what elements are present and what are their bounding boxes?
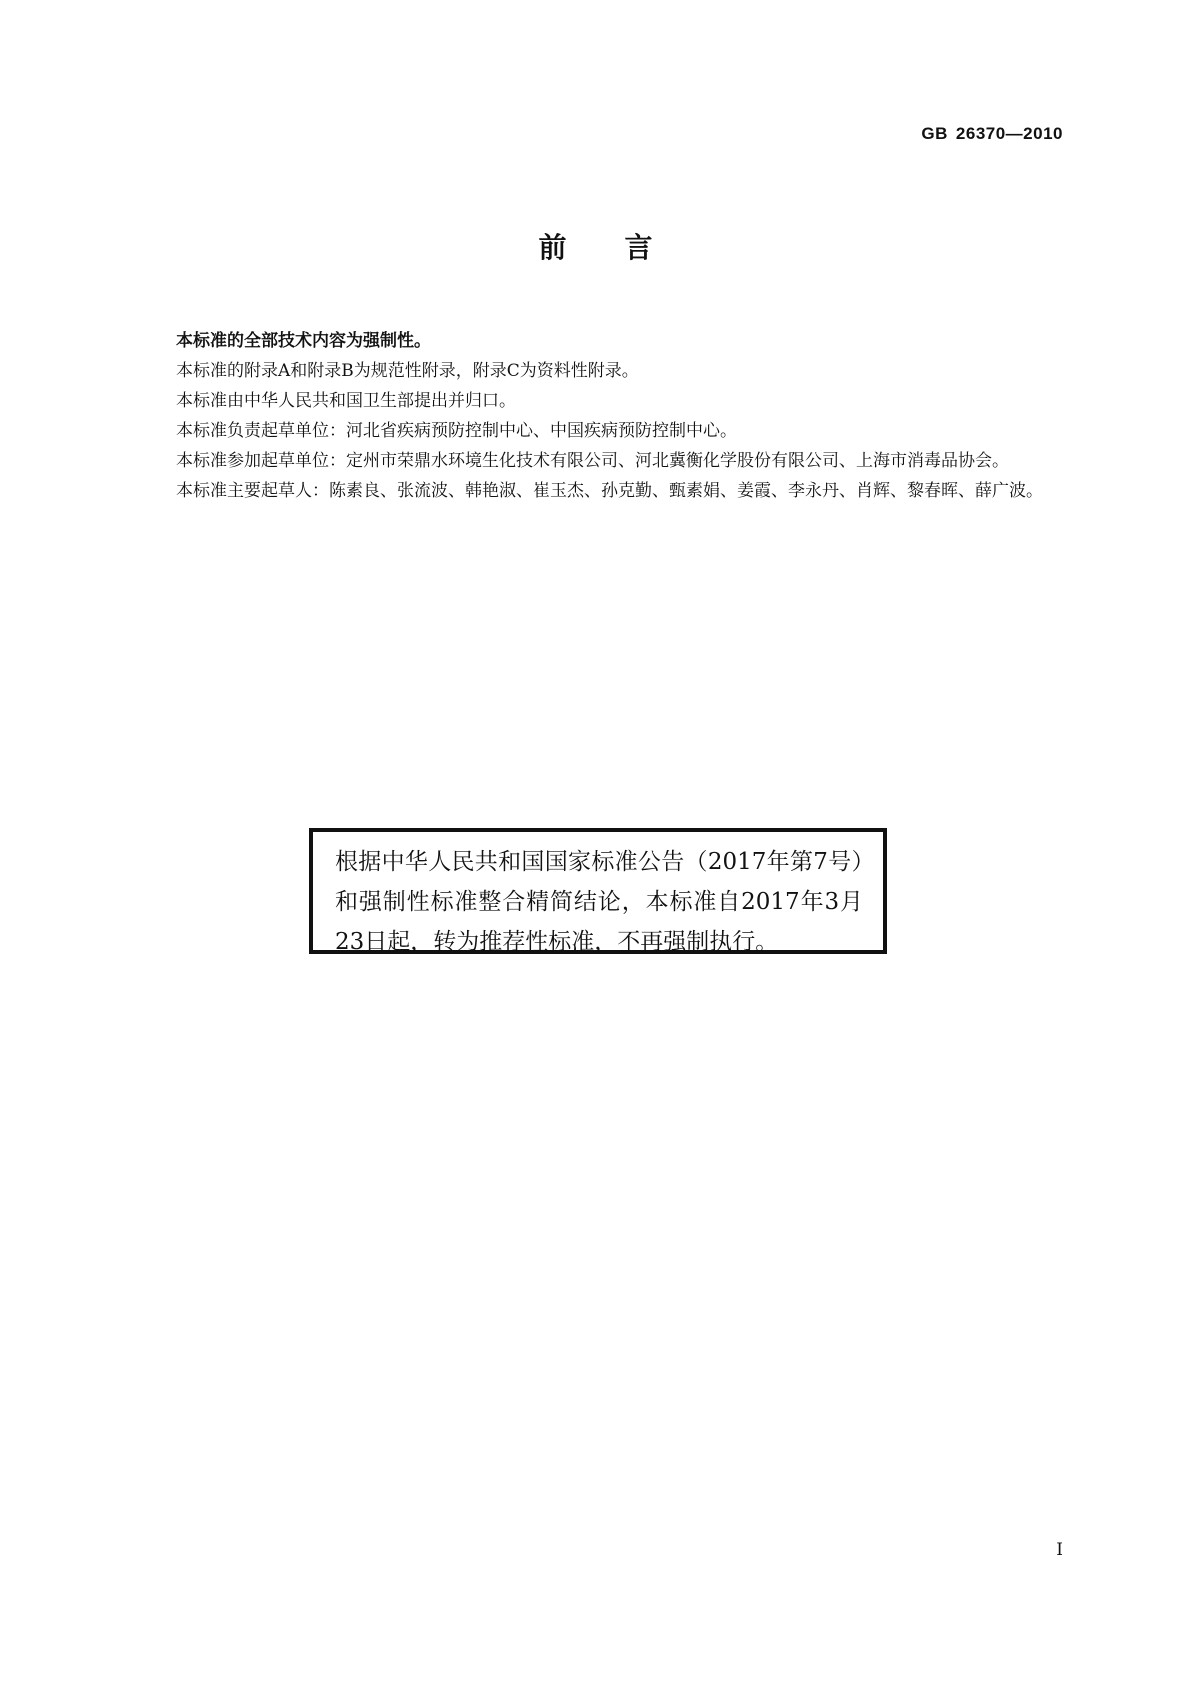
lead-drafting-units: 本标准负责起草单位：河北省疾病预防控制中心、中国疾病预防控制中心。 (176, 421, 737, 441)
standard-prefix: GB (921, 124, 948, 143)
standard-number: 26370—2010 (955, 124, 1063, 143)
conversion-notice-text: 根据中华人民共和国国家标准公告（2017年第7号）和强制性标准整合精简结论，本标准自2017年3月23日起，转为推荐性标准，不再强制执行。 (335, 849, 863, 955)
proposer-statement: 本标准由中华人民共和国卫生部提出并归口。 (176, 391, 516, 411)
foreword-body (134, 326, 1066, 506)
appendix-statement: 本标准的附录A和附录B为规范性附录，附录C为资料性附录。 (176, 361, 639, 381)
main-drafters: 本标准主要起草人：陈素良、张流波、韩艳淑、崔玉杰、孙克勤、甄素娟、姜霞、李永丹、肖辉、黎春晖、薛广波。 (176, 481, 1043, 501)
standard-code (921, 124, 1063, 144)
mandatory-statement: 本标准的全部技术内容为强制性。 (176, 331, 431, 351)
participating-drafting-units: 本标准参加起草单位：定州市荣鼎水环境生化技术有限公司、河北冀衡化学股份有限公司、上海市消毒品协会。 (176, 451, 1009, 471)
page-title: 前言 (538, 231, 711, 264)
page-number: I (1056, 1540, 1063, 1560)
conversion-notice-box (309, 828, 887, 954)
